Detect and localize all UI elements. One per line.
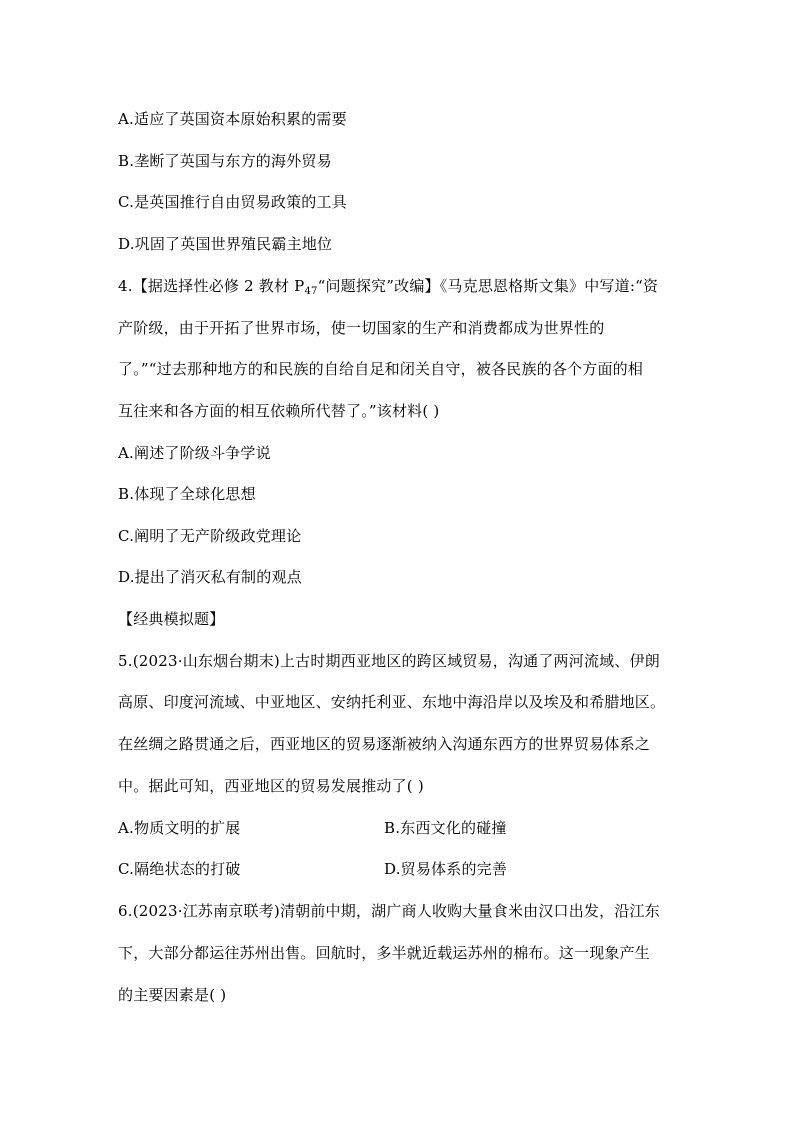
q5-stem-line-1: 5.(2023·山东烟台期末)上古时期西亚地区的跨区域贸易，沟通了两河流域、伊朗: [118, 652, 660, 670]
q4-stem-line-1: [118, 276, 658, 302]
q6-stem-line-3: 的主要因素是( ): [118, 986, 227, 1004]
q3-option-a: A.适应了英国资本原始积累的需要: [118, 110, 347, 128]
q3-option-c: C.是英国推行自由贸易政策的工具: [118, 193, 347, 211]
q5-option-a: A.物质文明的扩展: [118, 819, 241, 837]
section-header: 【经典模拟题】: [118, 610, 225, 628]
q4-stem-line-1-pre: 4.【据选择性必修 2 教材 P: [118, 277, 305, 295]
q4-stem-line-4: 互往来和各方面的相互依赖所代替了。”该材料( ): [118, 402, 440, 420]
q4-stem-line-1-post: “问题探究”改编】《马克思恩格斯文集》中写道:“资: [317, 277, 659, 295]
q5-option-b: B.东西文化的碰撞: [384, 819, 507, 837]
q5-option-d: D.贸易体系的完善: [384, 860, 508, 878]
q5-option-c: C.隔绝状态的打破: [118, 860, 241, 878]
q4-option-d: D.提出了消灭私有制的观点: [118, 568, 302, 586]
q4-option-a: A.阐述了阶级斗争学说: [118, 444, 271, 462]
q5-stem-line-2: 高原、印度河流域、中亚地区、安纳托利亚、东地中海沿岸以及埃及和希腊地区。: [118, 693, 666, 711]
q4-page-subscript: 47: [304, 286, 318, 297]
q6-stem-line-2: 下，大部分都运往苏州出售。回航时，多半就近载运苏州的棉布。这一现象产生: [118, 944, 651, 962]
q5-stem-line-3: 在丝绸之路贯通之后，西亚地区的贸易逐渐被纳入沟通东西方的世界贸易体系之: [118, 735, 651, 753]
q3-option-b: B.垄断了英国与东方的海外贸易: [118, 152, 332, 170]
q3-option-d: D.巩固了英国世界殖民霸主地位: [118, 235, 333, 253]
q4-option-b: B.体现了全球化思想: [118, 485, 256, 503]
q4-option-c: C.阐明了无产阶级政党理论: [118, 527, 302, 545]
q4-stem-line-2: 产阶级，由于开拓了世界市场，使一切国家的生产和消费都成为世界性的: [118, 319, 605, 337]
q4-stem-line-3: 了。”“过去那种地方的和民族的自给自足和闭关自守，被各民族的各个方面的相: [118, 360, 644, 378]
q6-stem-line-1: 6.(2023·江苏南京联考)清朝前中期，湖广商人收购大量食米由汉口出发，沿江东: [118, 902, 660, 920]
q5-stem-line-4: 中。据此可知，西亚地区的贸易发展推动了( ): [118, 777, 424, 795]
